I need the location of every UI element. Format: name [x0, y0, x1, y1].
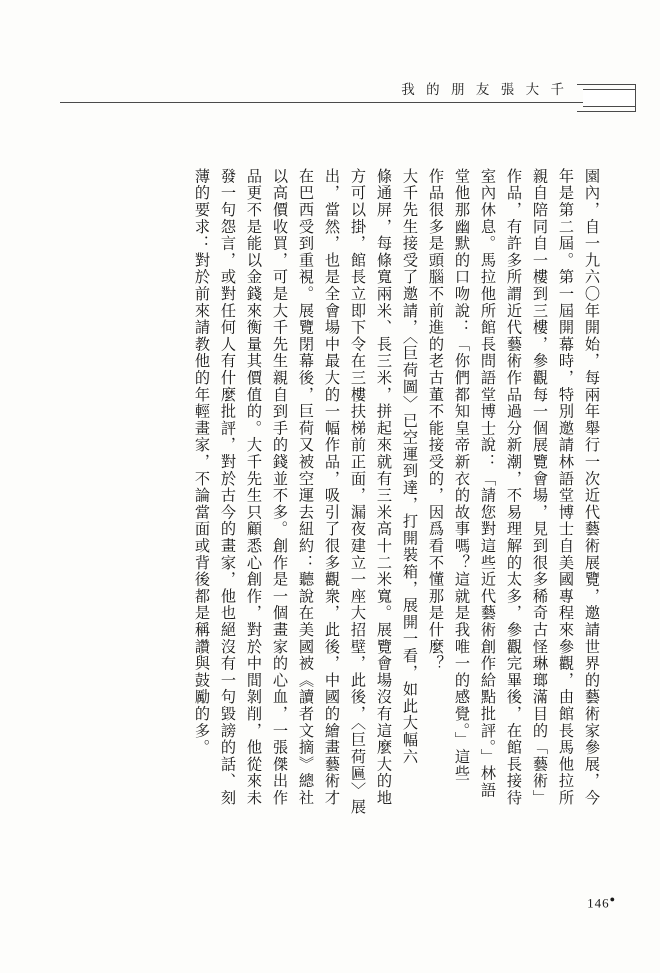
page-number — [587, 894, 616, 911]
text-column: 方可以掛，館長立即下令在三樓扶梯前正面，漏夜建立一座大招壁，此後，〈巨荷匾〉展 — [349, 168, 366, 816]
header-decoration-inner — [583, 89, 636, 107]
text-column: 薄的要求：對於前來請教他的年輕畫家，不論當面或背後都是稱讚與鼓勵的多。 — [193, 168, 210, 756]
text-column: 以高價收買，可是大千先生親自到手的錢並不多。創作是一個畫家的心血，一張傑出作 — [271, 168, 288, 807]
text-column: 在巴西受到重視。展覽閉幕後，巨荷又被空運去紐約：聽說在美國被《讀者文摘》總社 — [297, 168, 314, 807]
text-column: 出，當然，也是全會場中最大的一幅作品，吸引了很多觀衆，此後，中國的繪畫藝術才 — [323, 168, 340, 807]
page-number-value: 146 — [587, 895, 610, 910]
text-column: 親自陪同自一樓到三樓，參觀每一個展覽會場，見到很多稀奇古怪琳瑯滿目的「藝術」 — [531, 168, 548, 807]
page-number-mark: ● — [609, 893, 616, 904]
text-column: 年是第二屆。第一屆開幕時，特別邀請林語堂博士自美國專程來參觀，由館長馬他拉所 — [557, 168, 574, 807]
text-column: 條通屏，每條寬兩米、長三米，拼起來就有三米高十二米寬。展覽會場沒有這麼大的地 — [375, 168, 392, 807]
running-head: 我 的 朋 友 張 大 千 — [401, 82, 568, 97]
text-column: 作品，有許多所謂近代藝術作品過分新潮，不易理解的太多，參觀完畢後，在館長接待 — [505, 168, 522, 807]
body-text — [58, 168, 604, 848]
page-header — [0, 78, 660, 118]
text-column: 室內休息。馬拉他所館長問語堂博士說：「請您對這些近代藝術創作給點批評。」林語 — [479, 168, 496, 799]
text-column: 園內，自一九六〇年開始，每兩年舉行一次近代藝術展覽，邀請世界的藝術家參展，今 — [583, 168, 600, 807]
text-column: 堂他那幽默的口吻說：「你們都知皇帝新衣的故事嗎？這就是我唯一的感覺。」這些 — [453, 168, 470, 782]
text-column: 大千先生接受了邀請，〈巨荷圖〉已空運到達，打開裝箱，展開一看，如此大幅六 — [401, 168, 418, 766]
text-column: 作品很多是頭腦不前進的老古董不能接受的，因爲看不懂那是什麼？ — [427, 168, 444, 672]
text-column: 品更不是能以金錢來衡量其價值的。大千先生只顧悉心創作，對於中間剝削，他從來未 — [245, 168, 262, 807]
header-divider — [60, 102, 600, 103]
text-column: 發一句怨言，或對任何人有什麼批評，對於古今的畫家，他也絕沒有一句毀謗的話、刻 — [219, 168, 236, 807]
